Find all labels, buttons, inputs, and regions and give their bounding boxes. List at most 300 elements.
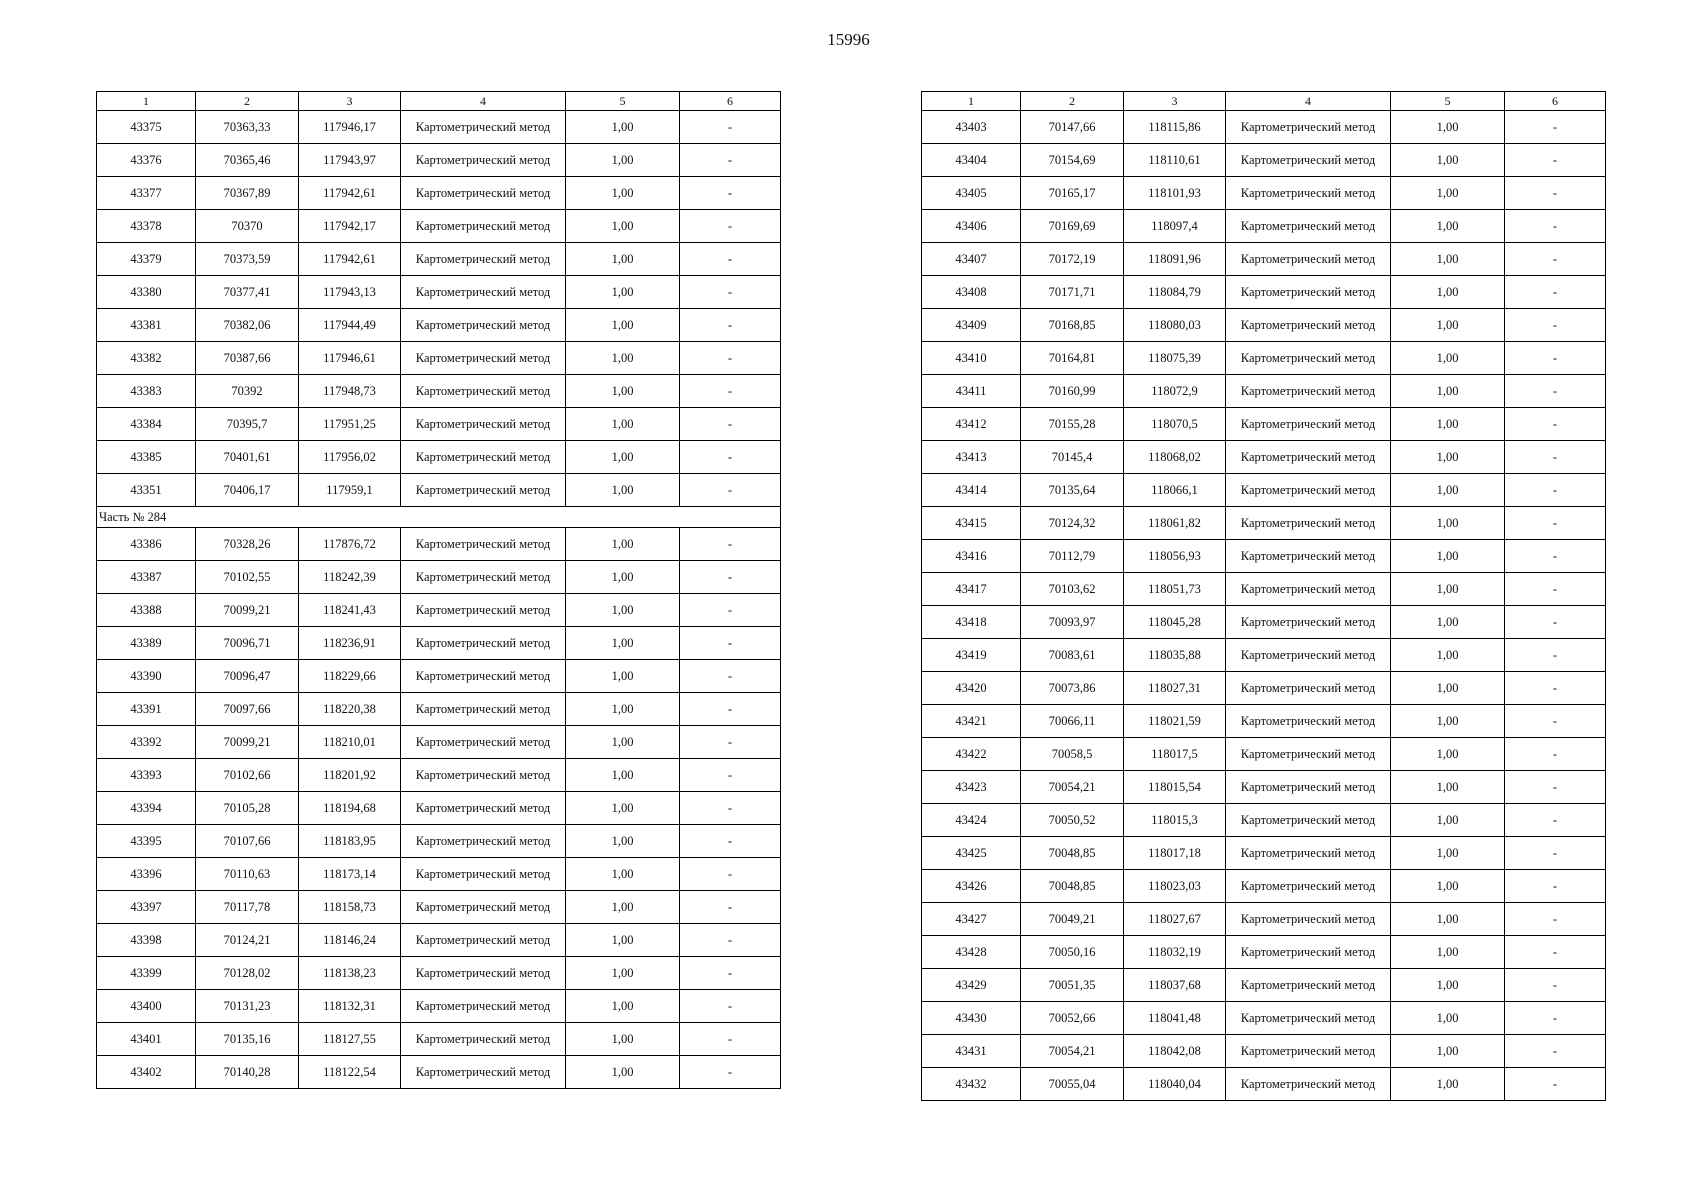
- table-cell: 70401,61: [196, 441, 299, 474]
- table-cell: -: [680, 990, 781, 1023]
- table-cell: -: [1505, 573, 1606, 606]
- table-cell: 43388: [97, 594, 196, 627]
- table-cell: 117946,61: [299, 342, 401, 375]
- table-cell: 70373,59: [196, 243, 299, 276]
- header-cell: 4: [1226, 92, 1391, 111]
- table-cell: Картометрический метод: [1226, 243, 1391, 276]
- coordinates-table-right: [921, 91, 1606, 1101]
- table-cell: 118146,24: [299, 924, 401, 957]
- table-row: [922, 804, 1606, 837]
- table-cell: 43409: [922, 309, 1021, 342]
- table-row: [922, 1035, 1606, 1068]
- table-cell: 43392: [97, 726, 196, 759]
- table-cell: 1,00: [566, 693, 680, 726]
- table-cell: 117946,17: [299, 111, 401, 144]
- table-cell: 70164,81: [1021, 342, 1124, 375]
- table-cell: -: [680, 408, 781, 441]
- table-row: [922, 243, 1606, 276]
- table-cell: 70066,11: [1021, 705, 1124, 738]
- header-cell: 1: [922, 92, 1021, 111]
- table-cell: 1,00: [1391, 771, 1505, 804]
- table-cell: 118242,39: [299, 561, 401, 594]
- table-cell: 1,00: [1391, 474, 1505, 507]
- table-cell: Картометрический метод: [1226, 903, 1391, 936]
- table-cell: Картометрический метод: [401, 858, 566, 891]
- table-cell: 43421: [922, 705, 1021, 738]
- table-cell: -: [680, 243, 781, 276]
- table-cell: 43422: [922, 738, 1021, 771]
- table-cell: 117959,1: [299, 474, 401, 507]
- table-cell: 118084,79: [1124, 276, 1226, 309]
- table-cell: Картометрический метод: [401, 276, 566, 309]
- table-cell: Картометрический метод: [401, 726, 566, 759]
- table-cell: -: [1505, 705, 1606, 738]
- table-cell: 118115,86: [1124, 111, 1226, 144]
- table-cell: 118173,14: [299, 858, 401, 891]
- table-cell: 118138,23: [299, 957, 401, 990]
- table-header: [922, 92, 1606, 111]
- table-cell: Картометрический метод: [401, 474, 566, 507]
- table-cell: 70054,21: [1021, 771, 1124, 804]
- table-cell: 1,00: [566, 441, 680, 474]
- table-cell: 118032,19: [1124, 936, 1226, 969]
- table-row: [97, 342, 781, 375]
- table-cell: 70145,4: [1021, 441, 1124, 474]
- table-cell: 118236,91: [299, 627, 401, 660]
- table-cell: 1,00: [566, 660, 680, 693]
- table-cell: 1,00: [1391, 408, 1505, 441]
- table-cell: -: [680, 858, 781, 891]
- table-cell: 1,00: [1391, 1035, 1505, 1068]
- table-cell: Картометрический метод: [401, 375, 566, 408]
- header-cell: 3: [299, 92, 401, 111]
- table-cell: 1,00: [1391, 540, 1505, 573]
- table-cell: 118158,73: [299, 891, 401, 924]
- table-cell: 1,00: [566, 726, 680, 759]
- table-row: [97, 924, 781, 957]
- table-cell: 117942,17: [299, 210, 401, 243]
- table-cell: 70050,52: [1021, 804, 1124, 837]
- table-row: [922, 1068, 1606, 1101]
- table-cell: 118210,01: [299, 726, 401, 759]
- table-row: [922, 474, 1606, 507]
- table-cell: -: [1505, 144, 1606, 177]
- table-cell: 1,00: [566, 309, 680, 342]
- table-row: [97, 528, 781, 561]
- table-cell: -: [1505, 1035, 1606, 1068]
- table-cell: 1,00: [1391, 375, 1505, 408]
- table-row: [97, 276, 781, 309]
- table-row: [922, 606, 1606, 639]
- table-cell: 117942,61: [299, 177, 401, 210]
- table-cell: 43377: [97, 177, 196, 210]
- table-cell: 118017,18: [1124, 837, 1226, 870]
- table-cell: 118183,95: [299, 825, 401, 858]
- table-cell: 70048,85: [1021, 870, 1124, 903]
- table-cell: 1,00: [566, 627, 680, 660]
- table-cell: Картометрический метод: [401, 924, 566, 957]
- table-cell: 43402: [97, 1056, 196, 1089]
- table-cell: 43389: [97, 627, 196, 660]
- table-cell: 70058,5: [1021, 738, 1124, 771]
- table-row: [922, 672, 1606, 705]
- table-cell: Картометрический метод: [1226, 540, 1391, 573]
- table-row: [97, 858, 781, 891]
- table-cell: Картометрический метод: [1226, 705, 1391, 738]
- table-row: [97, 825, 781, 858]
- table-cell: 43401: [97, 1023, 196, 1056]
- table-cell: -: [680, 627, 781, 660]
- table-cell: -: [1505, 276, 1606, 309]
- table-cell: 117948,73: [299, 375, 401, 408]
- table-row: [922, 210, 1606, 243]
- table-cell: Картометрический метод: [401, 210, 566, 243]
- table-cell: 118017,5: [1124, 738, 1226, 771]
- table-cell: 70377,41: [196, 276, 299, 309]
- table-cell: 117942,61: [299, 243, 401, 276]
- table-cell: Картометрический метод: [1226, 573, 1391, 606]
- table-cell: 1,00: [1391, 243, 1505, 276]
- table-cell: Картометрический метод: [401, 528, 566, 561]
- table-cell: Картометрический метод: [401, 990, 566, 1023]
- table-cell: 118194,68: [299, 792, 401, 825]
- table-row: [922, 639, 1606, 672]
- table-row: [97, 243, 781, 276]
- table-cell: -: [680, 561, 781, 594]
- table-cell: 70135,16: [196, 1023, 299, 1056]
- table-cell: -: [1505, 969, 1606, 1002]
- table-cell: 1,00: [566, 111, 680, 144]
- table-cell: 118101,93: [1124, 177, 1226, 210]
- table-cell: 1,00: [566, 1023, 680, 1056]
- table-cell: Картометрический метод: [1226, 474, 1391, 507]
- table-cell: -: [680, 594, 781, 627]
- header-cell: 3: [1124, 92, 1226, 111]
- table-cell: 70135,64: [1021, 474, 1124, 507]
- table-cell: 118091,96: [1124, 243, 1226, 276]
- table-cell: Картометрический метод: [1226, 111, 1391, 144]
- table-cell: -: [1505, 738, 1606, 771]
- table-cell: 118127,55: [299, 1023, 401, 1056]
- table-cell: 70363,33: [196, 111, 299, 144]
- table-cell: 43432: [922, 1068, 1021, 1101]
- table-cell: 70387,66: [196, 342, 299, 375]
- table-row: [922, 969, 1606, 1002]
- table-cell: 70048,85: [1021, 837, 1124, 870]
- table-cell: 1,00: [1391, 606, 1505, 639]
- table-cell: Картометрический метод: [401, 441, 566, 474]
- table-cell: -: [1505, 837, 1606, 870]
- table-cell: 70083,61: [1021, 639, 1124, 672]
- table-cell: 70105,28: [196, 792, 299, 825]
- table-cell: Картометрический метод: [1226, 144, 1391, 177]
- table-cell: 70406,17: [196, 474, 299, 507]
- table-cell: Картометрический метод: [401, 627, 566, 660]
- table-cell: 118201,92: [299, 759, 401, 792]
- table-cell: Картометрический метод: [401, 792, 566, 825]
- table-cell: 43403: [922, 111, 1021, 144]
- table-cell: Картометрический метод: [1226, 210, 1391, 243]
- table-cell: -: [1505, 903, 1606, 936]
- table-cell: -: [1505, 1002, 1606, 1035]
- table-cell: 118015,3: [1124, 804, 1226, 837]
- table-cell: 43393: [97, 759, 196, 792]
- table-cell: 1,00: [1391, 870, 1505, 903]
- table-cell: 70169,69: [1021, 210, 1124, 243]
- table-row: [97, 990, 781, 1023]
- table-cell: 1,00: [566, 957, 680, 990]
- table-cell: 43396: [97, 858, 196, 891]
- table-cell: 70392: [196, 375, 299, 408]
- table-cell: 118080,03: [1124, 309, 1226, 342]
- table-cell: 1,00: [566, 891, 680, 924]
- table-cell: 43430: [922, 1002, 1021, 1035]
- table-cell: Картометрический метод: [401, 891, 566, 924]
- table-cell: -: [680, 924, 781, 957]
- table-cell: -: [1505, 375, 1606, 408]
- table-cell: -: [680, 144, 781, 177]
- table-cell: -: [680, 891, 781, 924]
- table-row: [922, 177, 1606, 210]
- table-cell: Картометрический метод: [401, 1056, 566, 1089]
- table-row: [922, 276, 1606, 309]
- table-cell: 1,00: [566, 210, 680, 243]
- table-cell: Картометрический метод: [1226, 1068, 1391, 1101]
- table-cell: -: [1505, 243, 1606, 276]
- table-cell: 1,00: [1391, 672, 1505, 705]
- table-cell: 70051,35: [1021, 969, 1124, 1002]
- table-row: [922, 309, 1606, 342]
- table-cell: Картометрический метод: [1226, 507, 1391, 540]
- table-cell: 1,00: [1391, 507, 1505, 540]
- table-cell: 118037,68: [1124, 969, 1226, 1002]
- table-row: [922, 573, 1606, 606]
- table-cell: 43378: [97, 210, 196, 243]
- table-cell: Картометрический метод: [401, 177, 566, 210]
- table-cell: 1,00: [1391, 1068, 1505, 1101]
- table-cell: 1,00: [566, 528, 680, 561]
- table-cell: 70131,23: [196, 990, 299, 1023]
- table-cell: 70140,28: [196, 1056, 299, 1089]
- table-cell: -: [680, 309, 781, 342]
- table-row: [922, 111, 1606, 144]
- table-cell: 43420: [922, 672, 1021, 705]
- table-cell: -: [680, 759, 781, 792]
- table-cell: 43414: [922, 474, 1021, 507]
- table-cell: 118021,59: [1124, 705, 1226, 738]
- table-cell: 1,00: [566, 759, 680, 792]
- table-cell: 118051,73: [1124, 573, 1226, 606]
- table-cell: Картометрический метод: [1226, 375, 1391, 408]
- header-cell: 2: [196, 92, 299, 111]
- table-cell: Картометрический метод: [401, 561, 566, 594]
- table-row: [97, 111, 781, 144]
- table-cell: 43383: [97, 375, 196, 408]
- table-cell: 43397: [97, 891, 196, 924]
- table-cell: -: [1505, 870, 1606, 903]
- table-cell: 43391: [97, 693, 196, 726]
- table-cell: 70367,89: [196, 177, 299, 210]
- table-cell: 70370: [196, 210, 299, 243]
- table-cell: -: [1505, 111, 1606, 144]
- table-cell: Картометрический метод: [401, 693, 566, 726]
- header-cell: 5: [566, 92, 680, 111]
- table-row: [922, 1002, 1606, 1035]
- table-cell: 1,00: [566, 276, 680, 309]
- table-row: [97, 792, 781, 825]
- table-cell: 70328,26: [196, 528, 299, 561]
- table-cell: 43380: [97, 276, 196, 309]
- table-cell: 43408: [922, 276, 1021, 309]
- table-cell: 70103,62: [1021, 573, 1124, 606]
- header-cell: 2: [1021, 92, 1124, 111]
- table-cell: -: [680, 111, 781, 144]
- table-cell: 70099,21: [196, 594, 299, 627]
- table-cell: 43386: [97, 528, 196, 561]
- table-cell: 1,00: [1391, 837, 1505, 870]
- table-cell: Картометрический метод: [401, 144, 566, 177]
- table-cell: 43405: [922, 177, 1021, 210]
- table-cell: 43376: [97, 144, 196, 177]
- table-cell: 43406: [922, 210, 1021, 243]
- table-cell: 70097,66: [196, 693, 299, 726]
- table-cell: 43384: [97, 408, 196, 441]
- table-cell: Картометрический метод: [401, 825, 566, 858]
- table-cell: 43390: [97, 660, 196, 693]
- header-cell: 6: [1505, 92, 1606, 111]
- table-cell: 70093,97: [1021, 606, 1124, 639]
- table-row: [922, 408, 1606, 441]
- table-row: [922, 375, 1606, 408]
- table-cell: 70168,85: [1021, 309, 1124, 342]
- table-row: [922, 342, 1606, 375]
- table-cell: Картометрический метод: [1226, 771, 1391, 804]
- table-cell: 70124,21: [196, 924, 299, 957]
- table-cell: Картометрический метод: [1226, 309, 1391, 342]
- table-cell: 43427: [922, 903, 1021, 936]
- table-body: [922, 111, 1606, 1101]
- table-row: [922, 936, 1606, 969]
- table-cell: 70052,66: [1021, 1002, 1124, 1035]
- table-row: [922, 738, 1606, 771]
- table-row: [922, 870, 1606, 903]
- table-cell: 70128,02: [196, 957, 299, 990]
- table-row: [922, 441, 1606, 474]
- table-cell: 1,00: [1391, 705, 1505, 738]
- table-cell: 118110,61: [1124, 144, 1226, 177]
- table-cell: 43407: [922, 243, 1021, 276]
- table-cell: 1,00: [1391, 276, 1505, 309]
- table-cell: 118027,67: [1124, 903, 1226, 936]
- table-cell: -: [680, 957, 781, 990]
- table-row: [922, 837, 1606, 870]
- table-cell: 118122,54: [299, 1056, 401, 1089]
- table-row: [97, 375, 781, 408]
- table-cell: 70154,69: [1021, 144, 1124, 177]
- table-cell: Картометрический метод: [401, 957, 566, 990]
- table-cell: Картометрический метод: [401, 660, 566, 693]
- table-cell: -: [680, 342, 781, 375]
- table-cell: 117944,49: [299, 309, 401, 342]
- table-cell: 43404: [922, 144, 1021, 177]
- table-cell: -: [1505, 210, 1606, 243]
- table-cell: 70055,04: [1021, 1068, 1124, 1101]
- table-cell: 118241,43: [299, 594, 401, 627]
- table-cell: Картометрический метод: [1226, 969, 1391, 1002]
- table-cell: 118056,93: [1124, 540, 1226, 573]
- table-cell: 1,00: [1391, 936, 1505, 969]
- table-cell: Картометрический метод: [1226, 738, 1391, 771]
- table-cell: 1,00: [1391, 342, 1505, 375]
- table-header: [97, 92, 781, 111]
- table-cell: 1,00: [566, 243, 680, 276]
- table-cell: 70073,86: [1021, 672, 1124, 705]
- table-cell: -: [680, 210, 781, 243]
- table-cell: 1,00: [566, 177, 680, 210]
- table-cell: 43382: [97, 342, 196, 375]
- table-cell: Картометрический метод: [401, 408, 566, 441]
- table-row: [97, 1056, 781, 1089]
- table-cell: 117943,13: [299, 276, 401, 309]
- table-cell: -: [680, 660, 781, 693]
- table-cell: 70171,71: [1021, 276, 1124, 309]
- table-cell: 70050,16: [1021, 936, 1124, 969]
- table-cell: -: [680, 792, 781, 825]
- table-cell: 43375: [97, 111, 196, 144]
- table-cell: 70049,21: [1021, 903, 1124, 936]
- table-cell: Картометрический метод: [1226, 408, 1391, 441]
- table-cell: 70110,63: [196, 858, 299, 891]
- header-cell: 1: [97, 92, 196, 111]
- table-cell: 43423: [922, 771, 1021, 804]
- table-cell: 1,00: [1391, 111, 1505, 144]
- table-cell: 70096,71: [196, 627, 299, 660]
- table-cell: -: [680, 276, 781, 309]
- table-cell: 1,00: [1391, 309, 1505, 342]
- table-cell: 43398: [97, 924, 196, 957]
- table-cell: Картометрический метод: [1226, 672, 1391, 705]
- table-cell: 118070,5: [1124, 408, 1226, 441]
- table-cell: 70096,47: [196, 660, 299, 693]
- table-cell: Картометрический метод: [1226, 639, 1391, 672]
- table-cell: 43399: [97, 957, 196, 990]
- table-cell: -: [680, 1023, 781, 1056]
- table-row: [97, 408, 781, 441]
- table-cell: -: [1505, 474, 1606, 507]
- table-cell: 70165,17: [1021, 177, 1124, 210]
- table-cell: 1,00: [1391, 210, 1505, 243]
- table-cell: 1,00: [1391, 738, 1505, 771]
- table-cell: -: [1505, 342, 1606, 375]
- table-cell: 1,00: [566, 594, 680, 627]
- table-cell: 118072,9: [1124, 375, 1226, 408]
- table-cell: 70102,55: [196, 561, 299, 594]
- table-cell: Картометрический метод: [1226, 837, 1391, 870]
- table-row: [97, 144, 781, 177]
- table-cell: 70102,66: [196, 759, 299, 792]
- table-row: [97, 957, 781, 990]
- table-cell: 118015,54: [1124, 771, 1226, 804]
- table-cell: 43416: [922, 540, 1021, 573]
- table-cell: 1,00: [1391, 573, 1505, 606]
- table-cell: 1,00: [566, 858, 680, 891]
- table-cell: Картометрический метод: [1226, 606, 1391, 639]
- table-cell: 1,00: [1391, 1002, 1505, 1035]
- table-cell: 70107,66: [196, 825, 299, 858]
- table-cell: 1,00: [566, 375, 680, 408]
- header-cell: 6: [680, 92, 781, 111]
- table-cell: -: [1505, 507, 1606, 540]
